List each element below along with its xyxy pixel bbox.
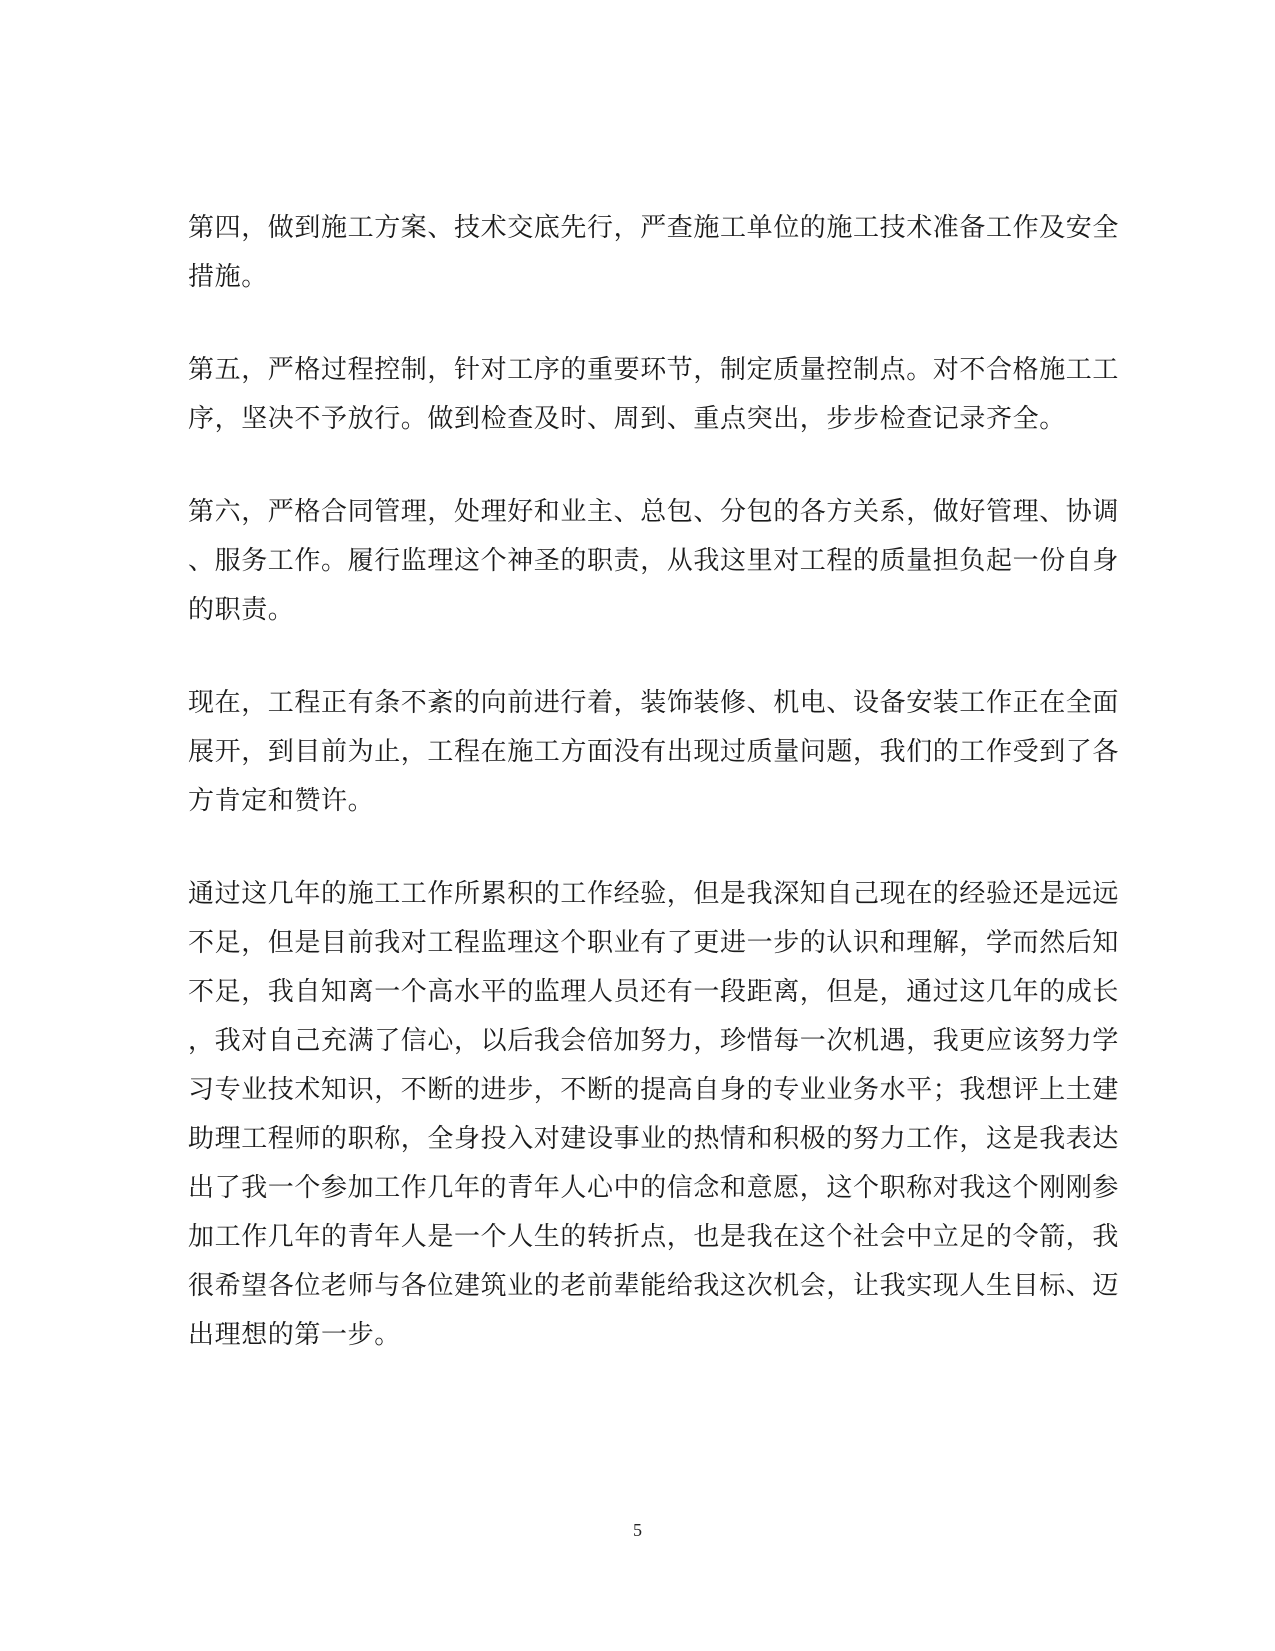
paragraph-line: 展开，到目前为止，工程在施工方面没有出现过质量问题，我们的工作受到了各 xyxy=(188,737,1120,767)
paragraph-line: 方肯定和赞许。 xyxy=(188,786,375,816)
paragraph-line: 现在，工程正有条不紊的向前进行着，装饰装修、机电、设备安装工作正在全面 xyxy=(188,688,1120,718)
paragraph-line: 第五，严格过程控制，针对工序的重要环节，制定质量控制点。对不合格施工工 xyxy=(188,355,1120,385)
paragraph-line: 不足，但是目前我对工程监理这个职业有了更进一步的认识和理解，学而然后知 xyxy=(188,928,1120,958)
paragraph-progress xyxy=(188,679,1120,826)
paragraph-line: 通过这几年的施工工作所累积的工作经验，但是我深知自己现在的经验还是远远 xyxy=(188,879,1120,909)
paragraph-5 xyxy=(188,346,1120,444)
paragraph-6 xyxy=(188,488,1120,635)
paragraph-line: 习专业技术知识，不断的进步，不断的提高自身的专业业务水平；我想评上土建 xyxy=(188,1075,1120,1105)
paragraph-line: 第六，严格合同管理，处理好和业主、总包、分包的各方关系，做好管理、协调 xyxy=(188,497,1120,527)
paragraph-line: 序，坚决不予放行。做到检查及时、周到、重点突出，步步检查记录齐全。 xyxy=(188,404,1066,434)
paragraph-line: 的职责。 xyxy=(188,595,295,625)
paragraph-line: 不足，我自知离一个高水平的监理人员还有一段距离，但是，通过这几年的成长 xyxy=(188,977,1120,1007)
paragraph-conclusion xyxy=(188,870,1120,1360)
paragraph-line: 措施。 xyxy=(188,262,268,292)
paragraph-line: ，我对自己充满了信心，以后我会倍加努力，珍惜每一次机遇，我更应该努力学 xyxy=(188,1026,1120,1056)
document-body xyxy=(188,204,1120,1360)
paragraph-line: 出了我一个参加工作几年的青年人心中的信念和意愿，这个职称对我这个刚刚参 xyxy=(188,1173,1120,1203)
paragraph-4 xyxy=(188,204,1120,302)
paragraph-line: 出理想的第一步。 xyxy=(188,1320,401,1350)
page-number: 5 xyxy=(633,1520,642,1540)
paragraph-line: 第四，做到施工方案、技术交底先行，严查施工单位的施工技术准备工作及安全 xyxy=(188,213,1120,243)
paragraph-line: 加工作几年的青年人是一个人生的转折点，也是我在这个社会中立足的令箭，我 xyxy=(188,1222,1120,1252)
paragraph-line: 助理工程师的职称，全身投入对建设事业的热情和积极的努力工作，这是我表达 xyxy=(188,1124,1120,1154)
paragraph-line: 、服务工作。履行监理这个神圣的职责，从我这里对工程的质量担负起一份自身 xyxy=(188,546,1120,576)
paragraph-line: 很希望各位老师与各位建筑业的老前辈能给我这次机会，让我实现人生目标、迈 xyxy=(188,1271,1120,1301)
